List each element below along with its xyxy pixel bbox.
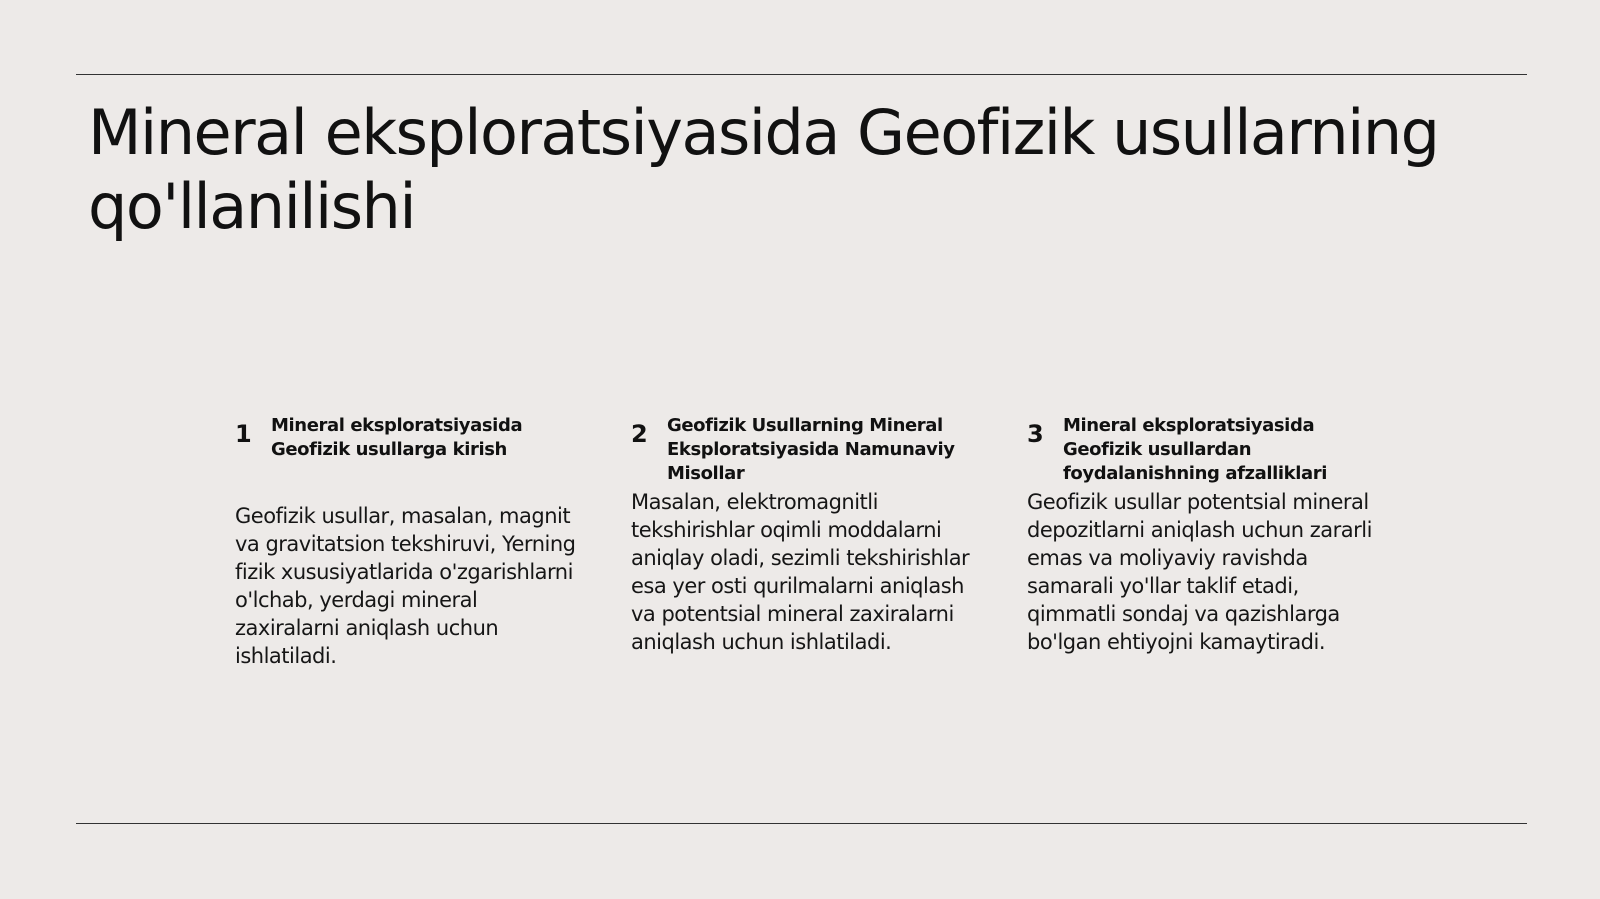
item-header bbox=[1027, 414, 1372, 488]
bottom-divider bbox=[76, 823, 1527, 824]
slide-title: Mineral eksploratsiyasida Geofizik usullarning qo'llanilishi bbox=[88, 96, 1439, 243]
top-divider bbox=[76, 74, 1527, 75]
item-number: 2 bbox=[631, 420, 648, 448]
list-item bbox=[235, 414, 580, 670]
item-heading: Geofizik Usullarning Mineral Eksploratsiyasida Namunaviy Misollar bbox=[667, 415, 955, 484]
item-body: Geofizik usullar potentsial mineral depozitlarni aniqlash uchun zararli emas va moliyaviy ravishda samarali yo'llar taklif etadi, qimmatli sondaj va qazishlarga bo'lgan ehtiyojni kamaytiradi. bbox=[1027, 490, 1372, 654]
item-body: Masalan, elektromagnitli tekshirishlar oqimli moddalarni aniqlay oladi, sezimli tekshirishlar esa yer osti qurilmalarni aniqlash va potentsial mineral zaxiralarni aniqlash uchun ishlatiladi. bbox=[631, 490, 970, 654]
item-heading: Mineral eksploratsiyasida Geofizik usullarga kirish bbox=[271, 415, 523, 460]
item-number: 3 bbox=[1027, 420, 1044, 448]
item-header bbox=[631, 414, 976, 488]
item-heading: Mineral eksploratsiyasida Geofizik usullardan foydalanishning afzalliklari bbox=[1063, 415, 1327, 484]
item-header bbox=[235, 414, 580, 488]
list-item bbox=[1027, 414, 1372, 656]
item-number: 1 bbox=[235, 420, 252, 448]
list-item bbox=[631, 414, 976, 656]
item-body: Geofizik usullar, masalan, magnit va gravitatsion tekshiruvi, Yerning fizik xususiyatlarida o'zgarishlarni o'lchab, yerdagi mineral zaxiralarni aniqlash uchun ishlatiladi. bbox=[235, 504, 576, 668]
